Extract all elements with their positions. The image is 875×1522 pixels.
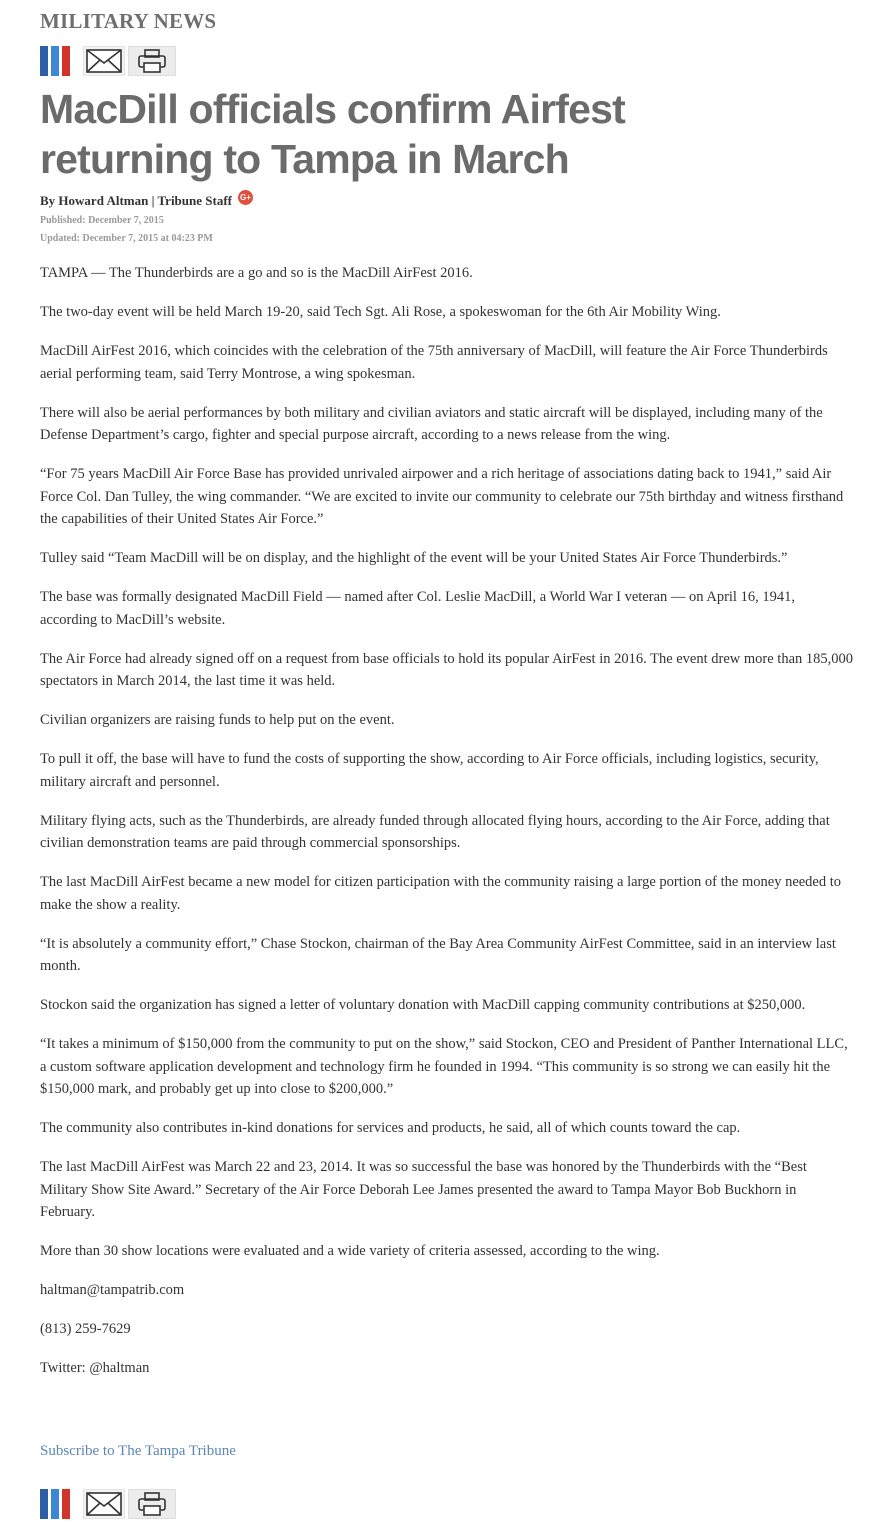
paragraph: “It is absolutely a community effort,” Chase Stockon, chairman of the Bay Area Community AirFest Committee, said in an interview last month. (40, 935, 836, 974)
paragraph: The Air Force had already signed off on a request from base officials to hold its popular AirFest in 2016. The event drew more than 185,000 spectators in March 2014, the last time it was held. (40, 650, 854, 689)
print-icon[interactable] (128, 1489, 176, 1519)
paragraph: More than 30 show locations were evaluated and a wide variety of criteria assessed, according to the wing. (40, 1243, 660, 1259)
paragraph: The two-day event will be held March 19-20, said Tech Sgt. Ali Rose, a spokeswoman for the 6th Air Mobility Wing. (40, 304, 721, 320)
paragraph: To pull it off, the base will have to fund the costs of supporting the show, according to Air Force officials, including logistics, security, military aircraft and personnel. (40, 751, 819, 790)
paragraph: The community also contributes in-kind donations for services and products, he said, all of which counts toward the cap. (40, 1120, 741, 1136)
article-body (40, 262, 855, 1396)
published-date: Published: December 7, 2015 (40, 215, 164, 226)
article-headline: MacDill officials confirm Airfest returning to Tampa in March (40, 86, 625, 182)
paragraph: Military flying acts, such as the Thunderbirds, are already funded through allocated flying hours, according to the Air Force, adding that civilian demonstration teams are paid through commercial sponsorships. (40, 812, 830, 851)
paragraph: Stockon said the organization has signed a letter of voluntary donation with MacDill capping community contributions at $250,000. (40, 997, 806, 1013)
contact-email: haltman@tampatrib.com (40, 1282, 185, 1298)
google-plus-icon[interactable]: G+ (238, 190, 253, 205)
share-bar-top (40, 46, 176, 76)
contact-twitter: Twitter: @haltman (40, 1360, 150, 1376)
paragraph: Tulley said “Team MacDill will be on display, and the highlight of the event will be your United States Air Force Thunderbirds.” (40, 550, 788, 566)
mail-icon[interactable] (83, 46, 125, 76)
paragraph: “For 75 years MacDill Air Force Base has provided unrivaled airpower and a rich heritage of associations dating back to 1941,” said Air Force Col. Dan Tulley, the wing commander. “We are excited to invite our community to celebrate our 75th birthday and witness firsthand the capabilities of their United States Air Force.” (40, 466, 844, 527)
paragraph: The last MacDill AirFest became a new model for citizen participation with the community raising a large portion of the money needed to make the show a reality. (40, 874, 842, 913)
paragraph: MacDill AirFest 2016, which coincides with the celebration of the 75th anniversary of MacDill, will feature the Air Force Thunderbirds aerial performing team, said Terry Montrose, a wing spokesman. (40, 343, 828, 382)
paragraph: Civilian organizers are raising funds to help put on the event. (40, 712, 395, 728)
paragraph: “It takes a minimum of $150,000 from the community to put on the show,” said Stockon, CEO and President of Panther International LLC, a custom software application development and technology firm he founded in 1994. “This community is so strong we can easily hit the $150,000 mark, and probably get up into close to $200,000.” (40, 1036, 848, 1097)
paragraph: TAMPA — The Thunderbirds are a go and so is the MacDill AirFest 2016. (40, 265, 473, 281)
byline (40, 193, 253, 209)
mail-icon[interactable] (83, 1489, 125, 1519)
print-icon[interactable] (128, 46, 176, 76)
section-label: MILITARY NEWS (40, 9, 217, 33)
share-bar-bottom (40, 1489, 176, 1519)
byline-text: By Howard Altman | Tribune Staff (40, 193, 232, 208)
updated-date: Updated: December 7, 2015 at 04:23 PM (40, 233, 213, 244)
subscribe-link[interactable]: Subscribe to The Tampa Tribune (40, 1443, 236, 1459)
paragraph: The base was formally designated MacDill Field — named after Col. Leslie MacDill, a World War I veteran — on April 16, 1941, according to MacDill’s website. (40, 589, 795, 628)
share-icon[interactable] (40, 46, 80, 76)
share-icon[interactable] (40, 1489, 80, 1519)
paragraph: There will also be aerial performances by both military and civilian aviators and static aircraft will be displayed, including many of the Defense Department’s cargo, fighter and special purpose aircraft, according to a news release from the wing. (40, 404, 823, 443)
contact-phone: (813) 259-7629 (40, 1321, 131, 1337)
paragraph: The last MacDill AirFest was March 22 and 23, 2014. It was so successful the base was honored by the Thunderbirds with the “Best Military Show Site Award.” Secretary of the Air Force Deborah Lee James presented the award to Tampa Mayor Bob Buckhorn in February. (40, 1159, 807, 1220)
